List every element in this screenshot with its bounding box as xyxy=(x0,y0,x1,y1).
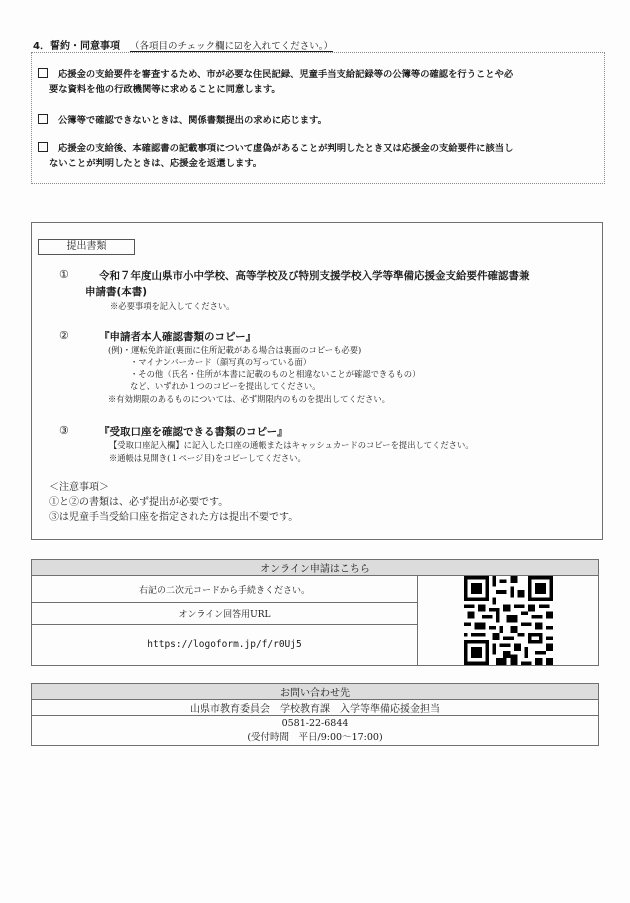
section4-title: 4．誓約・同意事項 xyxy=(33,41,120,52)
agreement-text-cont: 要な資料を他の行政機関等に求めることに同意します。 xyxy=(49,84,281,95)
online-url-link[interactable]: https://logoform.jp/f/r0Uj5 xyxy=(32,624,418,665)
contact-department: 山県市教育委員会 学校教育課 入学等準備応援金担当 xyxy=(32,700,599,716)
item-note: ※必要事項を記入してください。 xyxy=(110,301,235,311)
contact-table xyxy=(31,683,599,746)
online-instruction: 右記の二次元コードから手続きください。 xyxy=(32,576,418,603)
item-title: 『申請者本人確認書類のコピー』 xyxy=(99,331,257,343)
item-line: ※通帳は見開き(１ページ目)をコピーしてください。 xyxy=(109,453,306,463)
section4-heading xyxy=(33,37,333,52)
documents-label: 提出書類 xyxy=(38,239,135,255)
agreement-text: 応援金の支給要件を審査するため、市が必要な住民記録、児童手当支給記録等の公簿等の確認を行うことや必 xyxy=(58,69,514,80)
section4-note: （各項目のチェック欄に☑を入れてください。） xyxy=(129,41,333,52)
agreement-item-3 xyxy=(38,141,513,171)
checkbox-agreement-2[interactable] xyxy=(38,114,48,124)
agreement-text: 公簿等で確認できないときは、関係書類提出の求めに応じます。 xyxy=(58,115,327,126)
item-line: など、いずれか１つのコピーを提出してください。 xyxy=(130,381,321,391)
item-title: 『受取口座を確認できる書類のコピー』 xyxy=(99,426,288,438)
item-number: ② xyxy=(59,329,69,342)
online-application-table xyxy=(31,559,599,666)
qr-cell xyxy=(418,576,599,666)
item-line: ※有効期限のあるものについては、必ず期限内のものを提出してください。 xyxy=(108,394,390,404)
note-line: ③は児童手当受給口座を指定された方は提出不要です。 xyxy=(49,512,299,523)
contact-hours: (受付時間 平日/9:00～17:00) xyxy=(247,731,383,743)
qr-code-icon[interactable] xyxy=(464,576,553,665)
checkbox-agreement-1[interactable] xyxy=(38,68,48,78)
notes-heading: ＜注意事項＞ xyxy=(49,482,109,493)
contact-details xyxy=(32,716,599,746)
item-line: 【受取口座記入欄】に記入した口座の通帳またはキャッシュカードのコピーを提出してください。 xyxy=(109,440,474,450)
checkbox-agreement-3[interactable] xyxy=(38,142,48,152)
item-line: (例)・運転免許証(裏面に住所記載がある場合は裏面のコピーも必要) xyxy=(108,345,362,355)
item-title: 令和７年度山県市小中学校、高等学校及び特別支援学校入学等準備応援金支給要件確認書兼 xyxy=(99,270,530,282)
item-number: ① xyxy=(59,268,69,281)
agreement-item-1 xyxy=(38,67,513,97)
note-line: ①と②の書類は、必ず提出が必要です。 xyxy=(49,497,229,508)
item-number: ③ xyxy=(59,424,69,437)
agreement-box xyxy=(31,52,605,184)
contact-header: お問い合わせ先 xyxy=(32,684,599,700)
agreement-text-cont: ないことが判明したときは、応援金を返還します。 xyxy=(49,158,263,169)
item-line: ・マイナンバーカード（顔写真の写っている面） xyxy=(130,357,312,367)
contact-phone: 0581-22-6844 xyxy=(281,717,349,729)
agreement-item-2 xyxy=(38,113,327,128)
agreement-text: 応援金の支給後、本確認書の記載事項について虚偽があることが判明したとき又は応援金の支給要件に該当し xyxy=(58,143,514,154)
item-title-cont: 申請書(本書) xyxy=(85,286,148,298)
online-url-label: オンライン回答用URL xyxy=(32,603,418,624)
item-line: ・その他（氏名・住所が本書に記載のものと相違ないことが確認できるもの） xyxy=(130,369,421,379)
documents-box xyxy=(31,222,603,540)
online-header: オンライン申請はこちら xyxy=(32,560,599,576)
